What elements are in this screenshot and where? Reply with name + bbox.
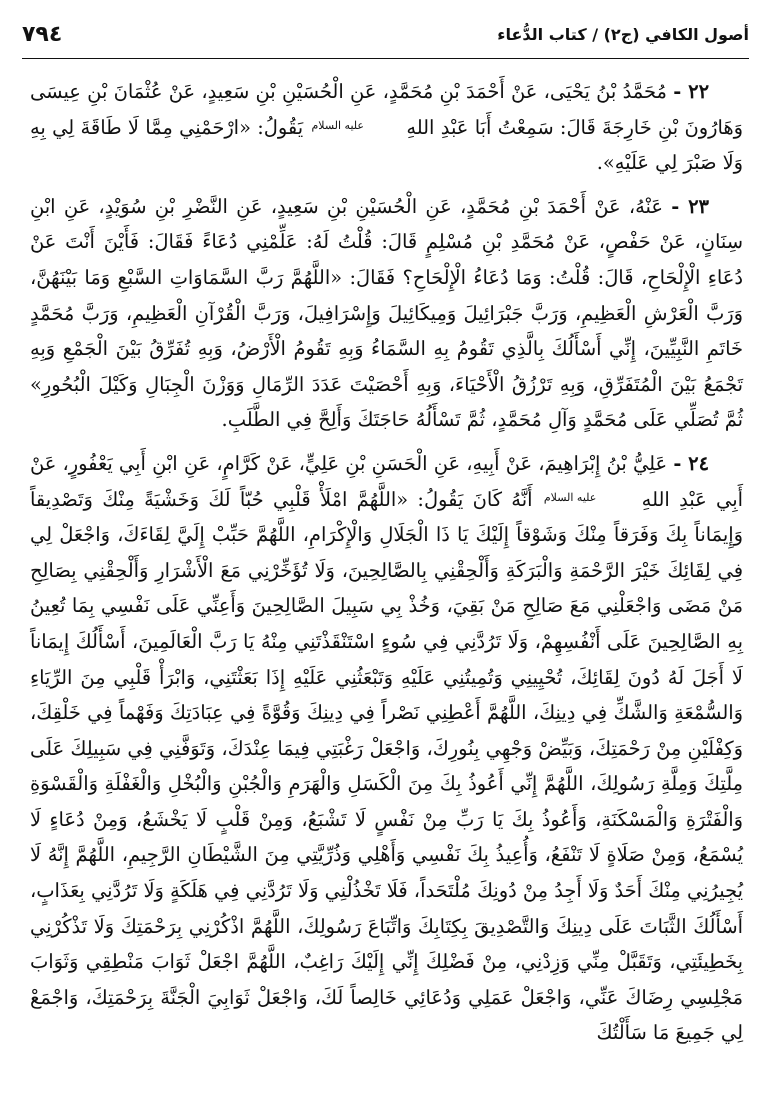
honorific-symbol: عليه السلام <box>543 490 597 504</box>
hadith-number: ٢٤ - <box>673 451 709 475</box>
hadith-paragraph <box>30 74 743 181</box>
page-body <box>30 74 743 1106</box>
page-header <box>22 14 749 54</box>
header-divider <box>22 58 749 59</box>
hadith-text: مُحَمَّدُ بْنُ يَحْيَى، عَنْ أَحْمَدَ بْنِ مُحَمَّدٍ، عَنِ الْحُسَيْنِ بْنِ سَعِيدٍ، عَنْ عُثْمَانَ بْنِ عِيسَى وَهَارُونَ بْنِ خَارِجَةَ قَالَ: سَمِعْتُ أَبَا عَبْدِ اللهِ <box>30 80 743 139</box>
page-number: ٧٩٤ <box>22 21 63 47</box>
hadith-number: ٢٣ - <box>671 194 709 218</box>
running-title: أصول الكافي (ج٢) / كتاب الدُّعاء <box>497 24 749 44</box>
hadith-paragraph <box>30 189 743 438</box>
hadith-text: عَنْهُ، عَنْ أَحْمَدَ بْنِ مُحَمَّدٍ، عَنِ الْحُسَيْنِ بْنِ سَعِيدٍ، عَنِ النَّضْرِ بْنِ سُوَيْدٍ، عَنِ ابْنِ سِنَانٍ، عَنْ حَفْصٍ، عَنْ مُحَمَّدِ بْنِ مُسْلِمٍ قَالَ: قُلْتُ لَهُ: عَلِّمْنِي دُعَاءً فَقَالَ: فَأَيْنَ أَنْتَ عَنْ دُعَاءِ الْإِلْحَاحِ، قَالَ: قُلْتُ: وَمَا دُعَاءُ الْإِلْحَاحِ؟ فَقَالَ: «اللَّهُمَّ رَبَّ السَّمَاوَاتِ السَّبْعِ وَمَا بَيْنَهُنَّ، وَرَبَّ الْعَرْشِ الْعَظِيمِ، وَرَبَّ جَبْرَائِيلَ وَمِيكَائِيلَ وَإِسْرَافِيلَ، وَرَبَّ الْقُرْآنِ الْعَظِيمِ، وَرَبَّ مُحَمَّدٍ خَاتَمِ النَّبِيِّينَ، إِنِّي أَسْأَلُكَ بِالَّذِي تَقُومُ بِهِ السَّمَاءُ وَبِهِ تَقُومُ الْأَرْضُ، وَبِهِ تُفَرِّقُ بَيْنَ الْجَمْعِ وَبِهِ تَجْمَعُ بَيْنَ الْمُتَفَرِّقِ، وَبِهِ تَرْزُقُ الْأَحْيَاءَ، وَبِهِ أَحْصَيْتَ عَدَدَ الرِّمَالِ وَوَزْنَ الْجِبَالِ وَكَيْلَ الْبُحُورِ» ثُمَّ تُصَلِّي عَلَى مُحَمَّدٍ وَآلِ مُحَمَّدٍ، ثُمَّ تَسْأَلُهُ حَاجَتَكَ وَأَلِحَّ فِي الطَّلَبِ. <box>30 194 743 432</box>
hadith-paragraph <box>30 446 743 1051</box>
hadith-text-continued: يَقُولُ: «ارْحَمْنِي مِمَّا لَا طَاقَةَ لِي بِهِ وَلَا صَبْرَ لِي عَلَيْهِ». <box>30 115 743 175</box>
honorific-symbol: عليه السلام <box>311 118 364 132</box>
hadith-text-continued: أَنَّهُ كَانَ يَقُولُ: «اللَّهُمَّ امْلَأْ قَلْبِي حُبّاً لَكَ وَخَشْيَةً مِنْكَ وَتَصْدِيقاً وَإِيمَاناً بِكَ وَفَرَقاً مِنْكَ وَشَوْقاً إِلَيْكَ يَا ذَا الْجَلَالِ وَالْإِكْرَامِ، اللَّهُمَّ حَبِّبْ إِلَيَّ لِقَاءَكَ، وَاجْعَلْ لِي فِي لِقَائِكَ خَيْرَ الرَّحْمَةِ وَالْبَرَكَةِ وَأَلْحِقْنِي بِالصَّالِحِينَ، وَلَا تُؤَخِّرْنِي مَعَ الْأَشْرَارِ وَأَلْحِقْنِي بِصَالِحِ مَنْ مَضَى وَاجْعَلْنِي مَعَ صَالِحِ مَنْ بَقِيَ، وَخُذْ بِي سَبِيلَ الصَّالِحِينَ وَأَعِنِّي عَلَى نَفْسِي بِمَا تُعِينُ بِهِ الصَّالِحِينَ عَلَى أَنْفُسِهِمْ، وَلَا تَرُدَّنِي فِي سُوءٍ اسْتَنْقَذْتَنِي مِنْهُ يَا رَبَّ الْعَالَمِينَ، أَسْأَلُكَ إِيمَاناً لَا أَجَلَ لَهُ دُونَ لِقَائِكَ، تُحْيِينِي وَتُمِيتُنِي عَلَيْهِ وَتَبْعَثُنِي عَلَيْهِ إِذَا بَعَثْتَنِي، وَابْرَأْ قَلْبِي مِنَ الرِّيَاءِ وَالسُّمْعَةِ وَالشَّكِّ فِي دِينِكَ، اللَّهُمَّ أَعْطِنِي نَصْراً فِي دِينِكَ وَقُوَّةً فِي عِبَادَتِكَ وَفَهْماً فِي خَلْقِكَ، وَكِفْلَيْنِ مِنْ رَحْمَتِكَ، وَبَيِّضْ وَجْهِي بِنُورِكَ، وَاجْعَلْ رَغْبَتِي فِيمَا عِنْدَكَ، وَتَوَفَّنِي فِي سَبِيلِكَ عَلَى مِلَّتِكَ وَمِلَّةِ رَسُولِكَ، اللَّهُمَّ إِنِّي أَعُوذُ بِكَ مِنَ الْكَسَلِ وَالْهَرَمِ وَالْجُبْنِ وَالْبُخْلِ وَالْغَفْلَةِ وَالْقَسْوَةِ وَالْفَتْرَةِ وَالْمَسْكَنَةِ، وَأَعُوذُ بِكَ يَا رَبِّ مِنْ نَفْسٍ لَا تَشْبَعُ، وَمِنْ قَلْبٍ لَا يَخْشَعُ، وَمِنْ دُعَاءٍ لَا يُسْمَعُ، وَمِنْ صَلَاةٍ لَا تَنْفَعُ، وَأُعِيذُ بِكَ نَفْسِي وَأَهْلِي وَذُرِّيَّتِي مِنَ الشَّيْطَانِ الرَّجِيمِ، اللَّهُمَّ إِنَّهُ لَا يُجِيرُنِي مِنْكَ أَحَدٌ وَلَا أَجِدُ مِنْ دُونِكَ مُلْتَحَداً، فَلَا تَخْذُلْنِي وَلَا تَرُدَّنِي فِي هَلَكَةٍ وَلَا تَرُدَّنِي بِعَذَابٍ، أَسْأَلُكَ الثَّبَاتَ عَلَى دِينِكَ وَالتَّصْدِيقَ بِكِتَابِكَ وَاتِّبَاعَ رَسُولِكَ، اللَّهُمَّ اذْكُرْنِي بِرَحْمَتِكَ وَلَا تَذْكُرْنِي بِخَطِيئَتِي، وَتَقَبَّلْ مِنِّي وَزِدْنِي، مِنْ فَضْلِكَ إِنِّي إِلَيْكَ رَاغِبٌ، اللَّهُمَّ اجْعَلْ ثَوَابَ مَنْطِقِي وَثَوَابَ مَجْلِسِي رِضَاكَ عَنِّي، وَاجْعَلْ عَمَلِي وَدُعَائِي خَالِصاً لَكَ، وَاجْعَلْ ثَوَابِيَ الْجَنَّةَ بِرَحْمَتِكَ، وَاجْمَعْ لِي جَمِيعَ مَا سَأَلْتُكَ <box>30 487 743 1045</box>
hadith-number: ٢٢ - <box>673 80 709 103</box>
hadith-text: عَلِيُّ بْنُ إِبْرَاهِيمَ، عَنْ أَبِيهِ، عَنِ الْحَسَنِ بْنِ عَلِيٍّ، عَنْ كَرَّامٍ، عَنِ ابْنِ أَبِي يَعْفُورٍ، عَنْ أَبِي عَبْدِ اللهِ <box>30 451 743 511</box>
